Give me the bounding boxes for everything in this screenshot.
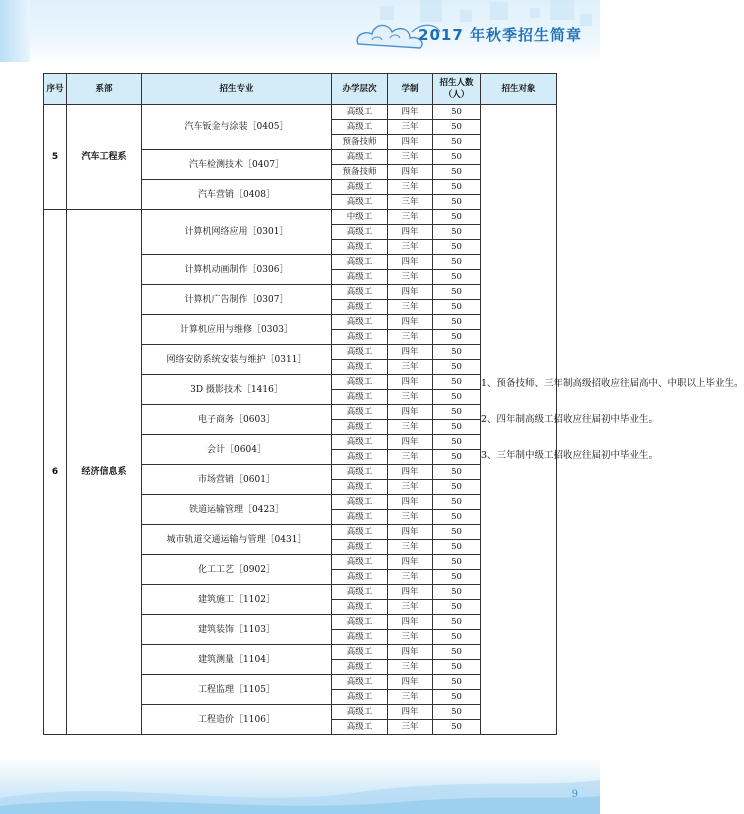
years-cell: 四年 — [388, 435, 433, 450]
quota-cell: 50 — [433, 615, 481, 630]
quota-cell: 50 — [433, 120, 481, 135]
years-cell: 四年 — [388, 165, 433, 180]
quota-cell: 50 — [433, 555, 481, 570]
quota-cell: 50 — [433, 390, 481, 405]
years-cell: 三年 — [388, 210, 433, 225]
quota-cell: 50 — [433, 495, 481, 510]
level-cell: 高级工 — [332, 435, 388, 450]
years-cell: 四年 — [388, 255, 433, 270]
years-cell: 四年 — [388, 645, 433, 660]
years-cell: 三年 — [388, 270, 433, 285]
major-name: 化工工艺［0902］ — [142, 555, 332, 585]
major-name: 市场营销［0601］ — [142, 465, 332, 495]
years-cell: 三年 — [388, 570, 433, 585]
quota-cell: 50 — [433, 420, 481, 435]
years-cell: 四年 — [388, 675, 433, 690]
years-cell: 四年 — [388, 375, 433, 390]
brochure-title: 2017 年秋季招生简章 — [418, 26, 582, 44]
major-name: 城市轨道交通运输与管理［0431］ — [142, 525, 332, 555]
years-cell: 三年 — [388, 720, 433, 735]
level-cell: 高级工 — [332, 510, 388, 525]
page-header-band — [0, 0, 600, 62]
level-cell: 预备技师 — [332, 165, 388, 180]
quota-cell: 50 — [433, 675, 481, 690]
major-name: 会计［0604］ — [142, 435, 332, 465]
major-name: 汽车营销［0408］ — [142, 180, 332, 210]
level-cell: 高级工 — [332, 240, 388, 255]
years-cell: 三年 — [388, 690, 433, 705]
years-cell: 四年 — [388, 585, 433, 600]
target-note: 1、预备技师、三年制高级招收应往届高中、中职以上毕业生。 — [481, 377, 744, 389]
quota-cell: 50 — [433, 360, 481, 375]
level-cell: 高级工 — [332, 555, 388, 570]
quota-cell: 50 — [433, 510, 481, 525]
level-cell: 高级工 — [332, 255, 388, 270]
section-index: 5 — [44, 105, 67, 210]
level-cell: 高级工 — [332, 645, 388, 660]
years-cell: 四年 — [388, 105, 433, 120]
major-name: 计算机应用与维修［0303］ — [142, 315, 332, 345]
quota-cell: 50 — [433, 705, 481, 720]
quota-cell: 50 — [433, 720, 481, 735]
major-name: 3D 摄影技术［1416］ — [142, 375, 332, 405]
years-cell: 四年 — [388, 405, 433, 420]
quota-cell: 50 — [433, 240, 481, 255]
major-name: 汽车钣金与涂装［0405］ — [142, 105, 332, 150]
level-cell: 高级工 — [332, 705, 388, 720]
header-years: 学制 — [388, 74, 433, 105]
quota-cell: 50 — [433, 405, 481, 420]
quota-cell: 50 — [433, 285, 481, 300]
level-cell: 高级工 — [332, 525, 388, 540]
years-cell: 三年 — [388, 450, 433, 465]
header-index: 序号 — [44, 74, 67, 105]
level-cell: 高级工 — [332, 585, 388, 600]
level-cell: 高级工 — [332, 480, 388, 495]
target-note: 2、四年制高级工招收应往届初中毕业生。 — [481, 413, 659, 425]
major-name: 工程监理［1105］ — [142, 675, 332, 705]
major-name: 工程造价［1106］ — [142, 705, 332, 735]
years-cell: 三年 — [388, 510, 433, 525]
quota-cell: 50 — [433, 195, 481, 210]
quota-cell: 50 — [433, 150, 481, 165]
major-name: 计算机网络应用［0301］ — [142, 210, 332, 255]
quota-cell: 50 — [433, 660, 481, 675]
level-cell: 高级工 — [332, 390, 388, 405]
table-header-row — [44, 74, 557, 105]
quota-cell: 50 — [433, 645, 481, 660]
major-name: 建筑施工［1102］ — [142, 585, 332, 615]
level-cell: 高级工 — [332, 660, 388, 675]
quota-cell: 50 — [433, 180, 481, 195]
section-index: 6 — [44, 210, 67, 735]
header-quota: 招生人数（人） — [433, 74, 481, 105]
level-cell: 高级工 — [332, 495, 388, 510]
quota-cell: 50 — [433, 270, 481, 285]
header-left-bar — [0, 0, 30, 62]
major-name: 计算机动画制作［0306］ — [142, 255, 332, 285]
level-cell: 预备技师 — [332, 135, 388, 150]
years-cell: 三年 — [388, 420, 433, 435]
level-cell: 高级工 — [332, 630, 388, 645]
level-cell: 高级工 — [332, 105, 388, 120]
major-name: 建筑测量［1104］ — [142, 645, 332, 675]
quota-cell: 50 — [433, 255, 481, 270]
quota-cell: 50 — [433, 450, 481, 465]
years-cell: 三年 — [388, 300, 433, 315]
quota-cell: 50 — [433, 300, 481, 315]
years-cell: 三年 — [388, 180, 433, 195]
years-cell: 三年 — [388, 600, 433, 615]
level-cell: 高级工 — [332, 345, 388, 360]
quota-cell: 50 — [433, 135, 481, 150]
years-cell: 四年 — [388, 315, 433, 330]
level-cell: 高级工 — [332, 450, 388, 465]
footer-wave-decoration — [0, 758, 600, 814]
years-cell: 三年 — [388, 120, 433, 135]
major-name: 建筑装饰［1103］ — [142, 615, 332, 645]
years-cell: 三年 — [388, 660, 433, 675]
quota-cell: 50 — [433, 435, 481, 450]
level-cell: 高级工 — [332, 375, 388, 390]
years-cell: 三年 — [388, 360, 433, 375]
quota-cell: 50 — [433, 330, 481, 345]
level-cell: 高级工 — [332, 420, 388, 435]
level-cell: 高级工 — [332, 180, 388, 195]
years-cell: 四年 — [388, 615, 433, 630]
years-cell: 三年 — [388, 480, 433, 495]
years-cell: 四年 — [388, 135, 433, 150]
quota-cell: 50 — [433, 600, 481, 615]
level-cell: 高级工 — [332, 270, 388, 285]
years-cell: 四年 — [388, 495, 433, 510]
quota-cell: 50 — [433, 465, 481, 480]
level-cell: 高级工 — [332, 615, 388, 630]
major-name: 铁道运输管理［0423］ — [142, 495, 332, 525]
level-cell: 高级工 — [332, 195, 388, 210]
level-cell: 高级工 — [332, 570, 388, 585]
level-cell: 高级工 — [332, 600, 388, 615]
level-cell: 高级工 — [332, 300, 388, 315]
level-cell: 高级工 — [332, 465, 388, 480]
level-cell: 高级工 — [332, 225, 388, 240]
level-cell: 高级工 — [332, 405, 388, 420]
quota-cell: 50 — [433, 105, 481, 120]
quota-cell: 50 — [433, 690, 481, 705]
quota-cell: 50 — [433, 480, 481, 495]
years-cell: 三年 — [388, 630, 433, 645]
quota-cell: 50 — [433, 315, 481, 330]
years-cell: 四年 — [388, 705, 433, 720]
years-cell: 四年 — [388, 465, 433, 480]
major-name: 网络安防系统安装与维护［0311］ — [142, 345, 332, 375]
years-cell: 三年 — [388, 390, 433, 405]
page-footer-band — [0, 758, 600, 814]
level-cell: 高级工 — [332, 720, 388, 735]
header-target: 招生对象 — [481, 74, 557, 105]
quota-cell: 50 — [433, 210, 481, 225]
years-cell: 三年 — [388, 240, 433, 255]
department-name: 汽车工程系 — [67, 105, 142, 210]
years-cell: 四年 — [388, 225, 433, 240]
quota-cell: 50 — [433, 540, 481, 555]
department-name: 经济信息系 — [67, 210, 142, 735]
level-cell: 高级工 — [332, 690, 388, 705]
level-cell: 高级工 — [332, 675, 388, 690]
major-name: 计算机广告制作［0307］ — [142, 285, 332, 315]
level-cell: 高级工 — [332, 360, 388, 375]
quota-cell: 50 — [433, 630, 481, 645]
level-cell: 中级工 — [332, 210, 388, 225]
quota-cell: 50 — [433, 585, 481, 600]
table-row — [44, 105, 557, 120]
years-cell: 四年 — [388, 345, 433, 360]
years-cell: 三年 — [388, 540, 433, 555]
page-number: 9 — [571, 789, 578, 800]
years-cell: 四年 — [388, 525, 433, 540]
target-note: 3、三年制中级工招收应往届初中毕业生。 — [481, 449, 659, 461]
major-name: 电子商务［0603］ — [142, 405, 332, 435]
table-row — [44, 210, 557, 225]
years-cell: 四年 — [388, 555, 433, 570]
enrollment-table — [43, 73, 744, 735]
major-name: 汽车检测技术［0407］ — [142, 150, 332, 180]
quota-cell: 50 — [433, 570, 481, 585]
header-major: 招生专业 — [142, 74, 332, 105]
years-cell: 三年 — [388, 150, 433, 165]
quota-cell: 50 — [433, 165, 481, 180]
years-cell: 三年 — [388, 330, 433, 345]
level-cell: 高级工 — [332, 150, 388, 165]
quota-cell: 50 — [433, 225, 481, 240]
header-department: 系部 — [67, 74, 142, 105]
quota-cell: 50 — [433, 525, 481, 540]
header-level: 办学层次 — [332, 74, 388, 105]
years-cell: 三年 — [388, 195, 433, 210]
years-cell: 四年 — [388, 285, 433, 300]
quota-cell: 50 — [433, 375, 481, 390]
level-cell: 高级工 — [332, 315, 388, 330]
level-cell: 高级工 — [332, 120, 388, 135]
level-cell: 高级工 — [332, 540, 388, 555]
enrollment-target-notes — [481, 105, 744, 735]
quota-cell: 50 — [433, 345, 481, 360]
level-cell: 高级工 — [332, 330, 388, 345]
level-cell: 高级工 — [332, 285, 388, 300]
